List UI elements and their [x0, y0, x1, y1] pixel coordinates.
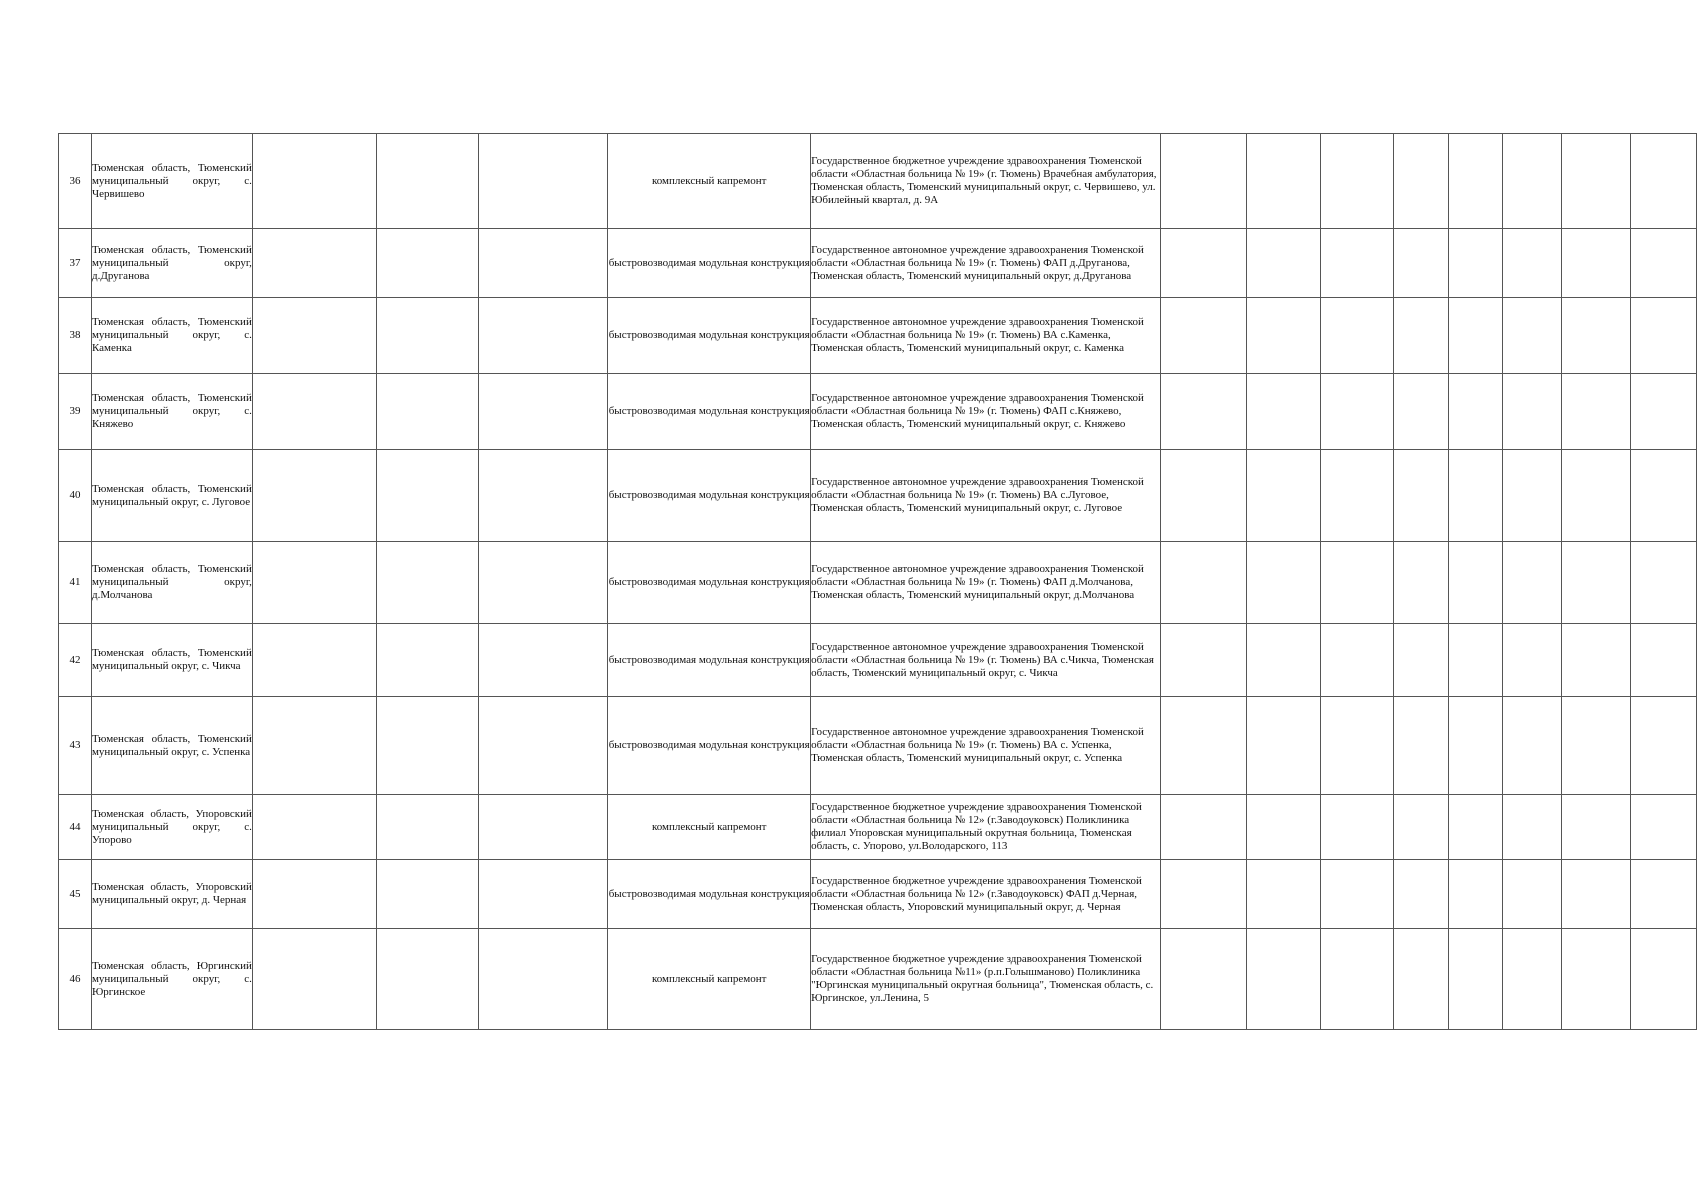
empty-cell	[1321, 134, 1394, 229]
row-number: 44	[59, 795, 92, 860]
row-number: 38	[59, 298, 92, 374]
location-cell: Тюменская область, Тюменский муниципальный округ, с. Червишево	[91, 134, 252, 229]
table-row	[59, 542, 1697, 624]
work-type-cell: быстровозводимая модульная конструкция	[608, 542, 811, 624]
empty-cell	[1246, 229, 1321, 298]
empty-cell	[1160, 929, 1246, 1030]
institution-cell: Государственное автономное учреждение здравоохранения Тюменской области «Областная больница № 19» (г. Тюмень) ФАП д.Молчанова, Тюменская область, Тюменский муниципальный округ, д.Молчанова	[811, 542, 1161, 624]
work-type-cell: быстровозводимая модульная конструкция	[608, 624, 811, 697]
empty-cell	[376, 542, 478, 624]
empty-cell	[1246, 374, 1321, 450]
institution-cell: Государственное автономное учреждение здравоохранения Тюменской области «Областная больница № 19» (г. Тюмень) ВА с.Каменка, Тюменская область, Тюменский муниципальный округ, с. Каменка	[811, 298, 1161, 374]
table-row	[59, 929, 1697, 1030]
location-cell: Тюменская область, Тюменский муниципальный округ, с. Луговое	[91, 450, 252, 542]
empty-cell	[252, 229, 376, 298]
empty-cell	[478, 624, 608, 697]
row-number: 36	[59, 134, 92, 229]
empty-cell	[1246, 624, 1321, 697]
empty-cell	[252, 860, 376, 929]
empty-cell	[1321, 450, 1394, 542]
empty-cell	[1160, 134, 1246, 229]
empty-cell	[252, 542, 376, 624]
empty-cell	[1449, 697, 1503, 795]
empty-cell	[1160, 450, 1246, 542]
empty-cell	[1246, 697, 1321, 795]
empty-cell	[1562, 229, 1631, 298]
row-number: 40	[59, 450, 92, 542]
table-row	[59, 374, 1697, 450]
empty-cell	[478, 450, 608, 542]
location-cell: Тюменская область, Тюменский муниципальный округ, д.Молчанова	[91, 542, 252, 624]
empty-cell	[1562, 450, 1631, 542]
empty-cell	[1562, 374, 1631, 450]
location-cell: Тюменская область, Тюменский муниципальный округ, с. Успенка	[91, 697, 252, 795]
location-cell: Тюменская область, Упоровский муниципальный округ, с. Упорово	[91, 795, 252, 860]
table-row	[59, 134, 1697, 229]
empty-cell	[1562, 697, 1631, 795]
empty-cell	[1321, 229, 1394, 298]
empty-cell	[1394, 374, 1449, 450]
empty-cell	[252, 374, 376, 450]
institution-cell: Государственное автономное учреждение здравоохранения Тюменской области «Областная больница № 19» (г. Тюмень) ВА с.Луговое, Тюменская область, Тюменский муниципальный округ, с. Луговое	[811, 450, 1161, 542]
table-row	[59, 298, 1697, 374]
empty-cell	[376, 929, 478, 1030]
work-type-cell: быстровозводимая модульная конструкция	[608, 298, 811, 374]
empty-cell	[478, 860, 608, 929]
institution-cell: Государственное автономное учреждение здравоохранения Тюменской области «Областная больница № 19» (г. Тюмень) ВА с. Успенка, Тюменская область, Тюменский муниципальный округ, с. Успенка	[811, 697, 1161, 795]
empty-cell	[1160, 624, 1246, 697]
empty-cell	[252, 795, 376, 860]
empty-cell	[1394, 542, 1449, 624]
empty-cell	[376, 134, 478, 229]
empty-cell	[1246, 542, 1321, 624]
empty-cell	[1631, 450, 1697, 542]
empty-cell	[1562, 860, 1631, 929]
empty-cell	[1246, 795, 1321, 860]
empty-cell	[1449, 374, 1503, 450]
empty-cell	[1321, 697, 1394, 795]
empty-cell	[1160, 860, 1246, 929]
empty-cell	[1562, 929, 1631, 1030]
empty-cell	[1503, 134, 1562, 229]
empty-cell	[1562, 795, 1631, 860]
institution-cell: Государственное бюджетное учреждение здравоохранения Тюменской области «Областная больница № 19» (г. Тюмень) Врачебная амбулатория, Тюменская область, Тюменский муниципальный округ, с. Червишево, ул. Юбилейный квартал, д. 9А	[811, 134, 1161, 229]
empty-cell	[252, 450, 376, 542]
work-type-cell: быстровозводимая модульная конструкция	[608, 697, 811, 795]
empty-cell	[1631, 860, 1697, 929]
empty-cell	[376, 450, 478, 542]
empty-cell	[252, 929, 376, 1030]
work-type-cell: быстровозводимая модульная конструкция	[608, 374, 811, 450]
location-cell: Тюменская область, Упоровский муниципальный округ, д. Черная	[91, 860, 252, 929]
row-number: 45	[59, 860, 92, 929]
empty-cell	[252, 134, 376, 229]
empty-cell	[1503, 450, 1562, 542]
empty-cell	[1503, 374, 1562, 450]
empty-cell	[1394, 229, 1449, 298]
empty-cell	[1631, 542, 1697, 624]
location-cell: Тюменская область, Тюменский муниципальный округ, с. Княжево	[91, 374, 252, 450]
location-cell: Тюменская область, Тюменский муниципальный округ, д.Друганова	[91, 229, 252, 298]
row-number: 39	[59, 374, 92, 450]
empty-cell	[1562, 134, 1631, 229]
empty-cell	[1562, 298, 1631, 374]
work-type-cell: комплексный капремонт	[608, 134, 811, 229]
empty-cell	[1394, 450, 1449, 542]
empty-cell	[1160, 697, 1246, 795]
institution-cell: Государственное бюджетное учреждение здравоохранения Тюменской области «Областная больница №11» (р.п.Голышманово) Поликлиника "Юргинская муниципальный округная больница", Тюменская область, с. Юргинское, ул.Ленина, 5	[811, 929, 1161, 1030]
table-row	[59, 624, 1697, 697]
empty-cell	[1160, 374, 1246, 450]
empty-cell	[376, 697, 478, 795]
empty-cell	[1562, 624, 1631, 697]
empty-cell	[1160, 298, 1246, 374]
empty-cell	[1503, 795, 1562, 860]
empty-cell	[1246, 929, 1321, 1030]
empty-cell	[1321, 298, 1394, 374]
empty-cell	[1503, 229, 1562, 298]
row-number: 42	[59, 624, 92, 697]
empty-cell	[1321, 542, 1394, 624]
empty-cell	[376, 374, 478, 450]
empty-cell	[1631, 229, 1697, 298]
empty-cell	[1562, 542, 1631, 624]
institution-cell: Государственное автономное учреждение здравоохранения Тюменской области «Областная больница № 19» (г. Тюмень) ФАП д.Друганова, Тюменская область, Тюменский муниципальный округ, д.Друганова	[811, 229, 1161, 298]
facilities-table	[58, 133, 1697, 1030]
work-type-cell: комплексный капремонт	[608, 795, 811, 860]
empty-cell	[376, 795, 478, 860]
empty-cell	[252, 624, 376, 697]
empty-cell	[1321, 374, 1394, 450]
institution-cell: Государственное бюджетное учреждение здравоохранения Тюменской области «Областная больница № 12» (г.Заводоуковск) ФАП д.Черная, Тюменская область, Упоровский муниципальный округ, д. Черная	[811, 860, 1161, 929]
empty-cell	[1394, 298, 1449, 374]
empty-cell	[1631, 624, 1697, 697]
row-number: 43	[59, 697, 92, 795]
empty-cell	[1631, 298, 1697, 374]
empty-cell	[1503, 624, 1562, 697]
empty-cell	[1449, 929, 1503, 1030]
work-type-cell: быстровозводимая модульная конструкция	[608, 229, 811, 298]
empty-cell	[1394, 795, 1449, 860]
empty-cell	[1631, 929, 1697, 1030]
empty-cell	[1449, 542, 1503, 624]
table-row	[59, 860, 1697, 929]
empty-cell	[1449, 860, 1503, 929]
table-row	[59, 229, 1697, 298]
empty-cell	[1394, 860, 1449, 929]
empty-cell	[1394, 929, 1449, 1030]
empty-cell	[478, 229, 608, 298]
empty-cell	[1631, 374, 1697, 450]
empty-cell	[1160, 229, 1246, 298]
empty-cell	[478, 298, 608, 374]
empty-cell	[1449, 229, 1503, 298]
empty-cell	[1449, 624, 1503, 697]
empty-cell	[1449, 450, 1503, 542]
empty-cell	[1321, 624, 1394, 697]
empty-cell	[376, 624, 478, 697]
empty-cell	[1246, 134, 1321, 229]
work-type-cell: комплексный капремонт	[608, 929, 811, 1030]
empty-cell	[478, 542, 608, 624]
empty-cell	[478, 697, 608, 795]
location-cell: Тюменская область, Юргинский муниципальный округ, с. Юргинское	[91, 929, 252, 1030]
empty-cell	[1246, 450, 1321, 542]
empty-cell	[1394, 697, 1449, 795]
empty-cell	[1394, 134, 1449, 229]
empty-cell	[1631, 134, 1697, 229]
table-row	[59, 795, 1697, 860]
empty-cell	[1449, 134, 1503, 229]
row-number: 46	[59, 929, 92, 1030]
empty-cell	[1394, 624, 1449, 697]
institution-cell: Государственное бюджетное учреждение здравоохранения Тюменской области «Областная больница № 12» (г.Заводоуковск) Поликлиника филиал Упоровская муниципальный окрутная больница, Тюменская область, с. Упорово, ул.Володарского, 113	[811, 795, 1161, 860]
empty-cell	[1246, 298, 1321, 374]
row-number: 41	[59, 542, 92, 624]
empty-cell	[1503, 298, 1562, 374]
row-number: 37	[59, 229, 92, 298]
empty-cell	[376, 860, 478, 929]
location-cell: Тюменская область, Тюменский муниципальный округ, с. Каменка	[91, 298, 252, 374]
table-row	[59, 450, 1697, 542]
empty-cell	[252, 298, 376, 374]
empty-cell	[376, 229, 478, 298]
empty-cell	[1160, 795, 1246, 860]
work-type-cell: быстровозводимая модульная конструкция	[608, 860, 811, 929]
empty-cell	[1449, 795, 1503, 860]
empty-cell	[1321, 795, 1394, 860]
empty-cell	[478, 929, 608, 1030]
work-type-cell: быстровозводимая модульная конструкция	[608, 450, 811, 542]
empty-cell	[1631, 795, 1697, 860]
empty-cell	[252, 697, 376, 795]
empty-cell	[1503, 542, 1562, 624]
empty-cell	[1631, 697, 1697, 795]
empty-cell	[478, 374, 608, 450]
empty-cell	[478, 134, 608, 229]
empty-cell	[1321, 929, 1394, 1030]
empty-cell	[1246, 860, 1321, 929]
empty-cell	[1503, 929, 1562, 1030]
empty-cell	[1160, 542, 1246, 624]
location-cell: Тюменская область, Тюменский муниципальный округ, с. Чикча	[91, 624, 252, 697]
institution-cell: Государственное автономное учреждение здравоохранения Тюменской области «Областная больница № 19» (г. Тюмень) ФАП с.Княжево, Тюменская область, Тюменский муниципальный округ, с. Княжево	[811, 374, 1161, 450]
empty-cell	[376, 298, 478, 374]
empty-cell	[1503, 697, 1562, 795]
empty-cell	[478, 795, 608, 860]
empty-cell	[1503, 860, 1562, 929]
institution-cell: Государственное автономное учреждение здравоохранения Тюменской области «Областная больница № 19» (г. Тюмень) ВА с.Чикча, Тюменская область, Тюменский муниципальный округ, с. Чикча	[811, 624, 1161, 697]
table-row	[59, 697, 1697, 795]
empty-cell	[1321, 860, 1394, 929]
empty-cell	[1449, 298, 1503, 374]
